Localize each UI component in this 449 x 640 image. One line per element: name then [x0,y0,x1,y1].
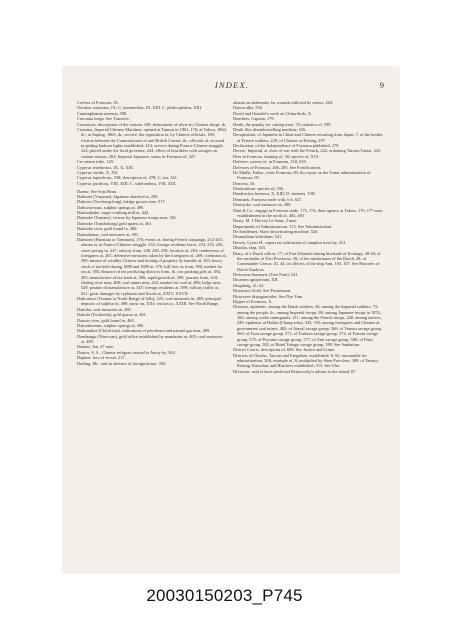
index-entry: Dencesa, 16. [233,180,256,186]
index-entry: Dhanlia, ship, 103. [233,245,266,251]
index-entry: Datura alba, 556. [233,105,263,111]
index-entry: Death files disembowelling machine, 526. [233,126,307,132]
index-entry: Dannes, Jan, 47 note. [77,344,115,350]
index-entry: Daiurio river, gold found in, 460. [77,317,135,323]
index-entry: Dipper of Formosa, X. [233,298,273,304]
index-entry: Cyperus lupinifrons, 538; description of, 378; C. iris, 341. [77,175,178,181]
index-entry: Cyperus viridis, X, XII. [77,169,119,175]
index-entry: Daimoke river, gold found in, 460. [77,226,138,232]
index-entry: Death, the penalty for cutting trees, 70; statistics of, 599. [233,121,332,127]
index-entry: Daiborte (Ysapona), Japanese attacked at, 290. [77,193,159,199]
index-entry: Cu-cannot tribe, 129. [77,159,114,165]
index-entry: Dairyukoenan, sulphur springs at, 496. [77,322,145,328]
index-entry: Curcuma longa. See Turmeric. [77,116,131,122]
index-entry: Daikumikoi (Chlok-tsui), indications of petroleum and natural gas near, 499. [77,328,211,334]
index-entry: Currencies, description of the various, 6(8; defacement of silver by Chinese shops, ib. [77,121,227,127]
index-entry: Desmodium latifolium, 541. [233,234,283,240]
index-entry: Oeculus consortus, IX; C. intermedius, IX, XIII. C. philocephalus, XIII. [77,105,203,111]
index-entry: Dioscorea rhipogonoides. See Dye Yam. [233,293,304,299]
index-entry: Dicaeum ignipectum, XII. [233,277,279,283]
index-column-right [233,100,383,374]
index-entry: Deer in Formosa, hunting of, 38; species of, XVI. [233,153,320,159]
index-entry: Darling, Mr., aids in defence of foreign house, 303; [77,360,167,366]
index-entry: Divisions, said to have predicted Benyowsky's advent to the island, 87. [233,368,357,374]
index-entry: Daikoro (Tun-kong-long), bridge grown cane, 517. [77,199,166,205]
index-entry: David and Onstalet's work on China birds, X. [233,110,313,116]
index-entry: Districts of Chosho, Taiwan and Fangehan, established, 8, 92; uncontable for administration, 308; example of, 8; multiplied by Shen Pau-chen, 309; of Tamsui, Kelung, Kumalan, and Hinchew established, 313. See Cho. [233,352,379,369]
index-entry: De Mailla, Father, visits Formosa, 69; his report on the Tartar administration of Formosa, 69. [233,169,371,181]
index-entry: Decapitation, of Japanese in China and Chinese returning from Japan, 7; of the bodies of French soldiers, 229; of Chinese at Kelung, 297. [233,132,383,143]
index-entry: Diary, of a Dutch officer, 17; of Fort Zelandia during blockade of Koxinga, 38-44; of the surrender of Fort Provincia, 39; of the misfortunes of the Dutch, 48; of Commander Caeuw, 43, 44; of officers of the ship Ann, 103, 107. See Histories of Dutch Analysis. [233,250,381,272]
index-entry: Dent & Co., engage in Formosa trade, 175, 174; their agency at Takow, 176, 177 note; establishment in the north of, 402, 403. [233,207,384,218]
index-entry: Daikwan-inan, sulphur springs at, 496. [77,204,145,210]
page-number: 9 [379,80,384,90]
index-entry: Cyperus pacificus, VIII, XIII; C. subfrondeus, VIII, XIII. [77,180,177,186]
index-entry: District Courts, description of, 600. See Justice and Crime. [233,347,336,353]
index-entry: Dandanags (Wan-wan), gold office established by mandarins at, 465; coal measures at, 489. [77,333,223,345]
index-entry: Cyperus tenebrosus, IX, X, XIII. [77,164,134,170]
index-entry: Departments of Administration, 513. See Administration. [233,223,333,229]
index-entry: Daimokaton, coal measures at, 491. [77,231,140,237]
index-entry: obtains an indemnity for wounds inflicted by rioters, 204. [233,100,334,105]
index-entry: Crefsea of Formosa, IX. [77,100,120,105]
index-entry: Daures, S. S., Chinese refugees carried to Amoy by, 363. [77,349,176,355]
index-entry: Declaration, of the Independence of Formosa published, 279. [233,143,340,148]
index-entry: Dentryske, coal measures at, 488. [233,202,292,208]
index-entry: Daimoke (Tsanhakong) gold quartz at, 461. [77,220,153,226]
index-entry: Defences of Formosa, 266, 285. See Fortifications. [233,164,322,170]
index-entry: Deary, M. L'Hervey Le Saint, 2 note. [233,218,298,224]
index-entry: Dewey, Lyster H., report on cultivation of camphor trees by, 414. [233,239,347,245]
running-title: INDEX. [214,80,250,90]
index-column-left [77,100,227,366]
index-entry: Decree, Imperial, at close of war with the French, 242; ordaining Taiwan Taotai, 343. [233,148,382,154]
index-entry: Denmark, Formosa trade with, 6.6, 627. [233,196,303,202]
book-page [62,66,398,572]
index-entry: Dicksonia barometz (Tree Fern), 541. [233,272,299,277]
index-entry: Daphne, loss of vessel, 217. [77,355,126,361]
index-entry: Dingdong, 41, 62. [233,282,265,288]
index-entry: Daitohu, coal measures at, 490. [77,306,132,312]
index-entry: Customs, Imperial Chinese Maritime, opened at Tamsui in 1861, 176; at Takow, 1864, ib.; at Anping, 1865, ib.; service, the opposition to, by Chinese officials, 180; friction between the Commissioner of and British Consul, ib.; officials of, accused in getting harbour lights established, 214; service during Franco-Chinese struggle, 224; placed under the local governor, 244; effect of hostilities with savages on custom returns, 263; Imperial Japanese, status in Formosa of, 327. [77,126,227,159]
index-entry: Deachers, Captain, 179. [233,116,275,122]
scan-identifier-caption: 20030150203_P745 [146,586,303,605]
index-entry: Daimonhake, sugar-crushing mill at, 444. [77,210,150,216]
index-entry: Dendrocitta formosa, X, XIII; D. sinensis, VIII. [233,191,316,197]
index-entry: Daimotei (Funatuta or Tommais), 176; events at, during French campaign, 212-243; alarms at, in Franco-Chinese struggle, 233; foreign residents leave, 234, 235, 236, street paving in, 247; railway from, 248, 249, 250; location of, 263; rendezvous of foreigners at, 261; defensive measures taken by the foreigners of, 269; confusion at, 300; misuse of wealthy Chinese and looting of property by bandits at, 303; heavy stock of tea held during 1888 and 1889 in, 376; bill fires as from, 390; market for tea at, 393; distance of tea producing districts from, ib.; tea packing girls at, 394, 395; manufacture of tea leads at, 396; rapid growth of, 399; journey from, 410; flatting river near, 400; coal mines near, 434; market for coal at, 486; lodge near, 528; peanut oil manufacture at, 547; foreign residents at, 599; railway traffic at, 621; great damages by typhoons and floods at, XXIV, XXVII. [77,236,227,296]
page-header [76,80,388,92]
index-entry: Diseases, epidemic, among the Dutch soldiers, 46; among the Imperial soldiers, 73; among the people, ib.; among Imperial troops, 80; among Japanese troops in 1874, 160; among coolie immigrants, 211; among the French troops, 240; among natives, 249; epidemic at Hokka (Chang-wha), 333, 335; among foreigners and Chinese at government coal mines, 482; of Atayal savage group, 566; of Vonum savage group, 569; of Tsou savage group, 571; of Tsalisen savage group, 573; of Paiwan savage group, 575; of Puyuma savage group, 577; of Ami savage group, 580; of Pepo savage group, 582; of Botel Tobago savage group, 589. See Sanitation. [233,304,382,347]
index-entry: Cunninghamia sinensis, 598. [77,110,128,116]
index-entry: Daitolo (Twakonla), gold quartz at, 461. [77,312,147,318]
index-entry: Daimoke (Tomaus), victory by Japanese troops near, 361. [77,215,178,221]
index-entry: Defence, system of, in Formosa, 518, 619. [233,159,307,165]
index-entry: Dionyssos Kohl. See Persimmon. [233,288,292,294]
index-entry: De Saedlemer, Slave decorticating machine, 526. [233,229,319,234]
index-entry: Daemr. See Soja Bean. [77,188,117,194]
index-entry: Dendrobium, species of, 556. [233,186,285,191]
index-entry: Daikoniwe (Twatun or North Range of hills), 325; coal measures in, 469; principal deposits of sulphur in, 499; snow on, XXI; visitors to, XXIII. See North Range. [77,296,221,307]
